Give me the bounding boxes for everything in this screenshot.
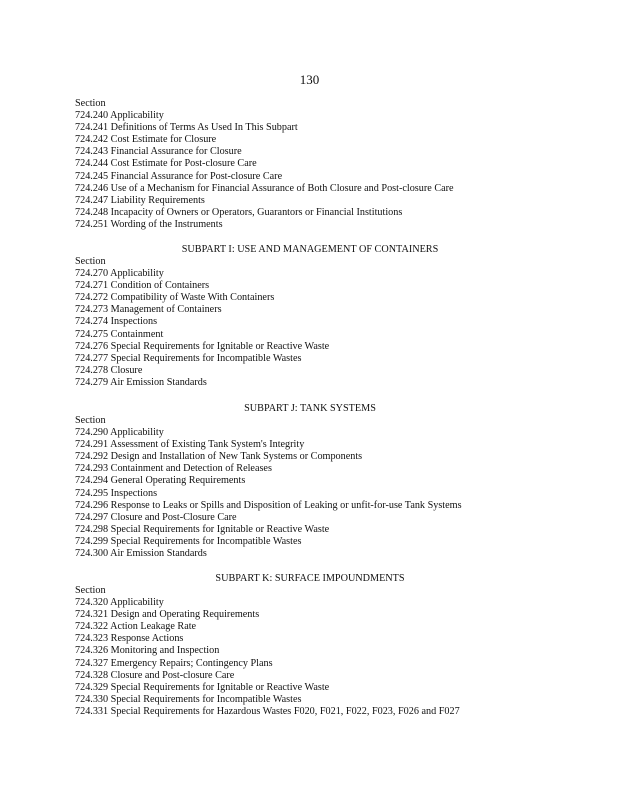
- list-item: 724.331 Special Requirements for Hazardous Wastes F020, F021, F022, F023, F026 and F027: [75, 705, 460, 717]
- list-item: 724.275 Containment: [75, 328, 164, 340]
- list-item: 724.326 Monitoring and Inspection: [75, 645, 220, 657]
- list-item: 724.297 Closure and Post-Closure Care: [75, 511, 237, 523]
- section-label: Section: [75, 585, 106, 596]
- subpart-i-heading: SUBPART I: USE AND MANAGEMENT OF CONTAINERS: [181, 244, 439, 255]
- list-item: 724.294 General Operating Requirements: [75, 475, 246, 487]
- list-item: 724.300 Air Emission Standards: [75, 548, 207, 560]
- list-item: 724.329 Special Requirements for Ignitable or Reactive Waste: [75, 681, 330, 693]
- section-label: Section: [75, 415, 106, 426]
- list-item: 724.243 Financial Assurance for Closure: [75, 146, 242, 158]
- list-item: 724.278 Closure: [75, 364, 143, 376]
- list-item: 724.291 Assessment of Existing Tank System's Integrity: [75, 439, 305, 451]
- list-item: 724.293 Containment and Detection of Releases: [75, 463, 272, 475]
- subpart-k-heading: SUBPART K: SURFACE IMPOUNDMENTS: [215, 573, 405, 584]
- top-section-list: [75, 98, 575, 231]
- subpart-j-heading: SUBPART J: TANK SYSTEMS: [244, 403, 376, 414]
- list-item: 724.277 Special Requirements for Incompatible Wastes: [75, 352, 302, 364]
- list-item: 724.242 Cost Estimate for Closure: [75, 134, 217, 146]
- list-item: 724.271 Condition of Containers: [75, 280, 210, 292]
- subpart-k-section-list: [75, 585, 575, 718]
- list-item: 724.295 Inspections: [75, 487, 158, 499]
- list-item: 724.251 Wording of the Instruments: [75, 218, 223, 230]
- list-item: 724.240 Applicability: [75, 110, 164, 122]
- subpart-i-section-list: [75, 256, 575, 389]
- list-item: 724.274 Inspections: [75, 316, 158, 328]
- section-label: Section: [75, 98, 106, 109]
- section-label: Section: [75, 256, 106, 267]
- list-item: 724.273 Management of Containers: [75, 304, 222, 316]
- list-item: 724.276 Special Requirements for Ignitable or Reactive Waste: [75, 340, 330, 352]
- list-item: 724.245 Financial Assurance for Post-closure Care: [75, 170, 283, 182]
- list-item: 724.327 Emergency Repairs; Contingency Plans: [75, 657, 273, 669]
- page-number: 130: [299, 72, 320, 87]
- list-item: 724.328 Closure and Post-closure Care: [75, 669, 235, 681]
- list-item: 724.290 Applicability: [75, 427, 164, 439]
- list-item: 724.248 Incapacity of Owners or Operators, Guarantors or Financial Institutions: [75, 206, 403, 218]
- list-item: 724.298 Special Requirements for Ignitable or Reactive Waste: [75, 523, 330, 535]
- list-item: 724.320 Applicability: [75, 597, 164, 609]
- list-item: 724.279 Air Emission Standards: [75, 376, 207, 388]
- list-item: 724.330 Special Requirements for Incompatible Wastes: [75, 693, 302, 705]
- list-item: 724.246 Use of a Mechanism for Financial Assurance of Both Closure and Post-closure Care: [75, 182, 454, 194]
- list-item: 724.322 Action Leakage Rate: [75, 621, 197, 633]
- list-item: 724.321 Design and Operating Requirements: [75, 609, 260, 621]
- list-item: 724.247 Liability Requirements: [75, 194, 205, 206]
- list-item: 724.299 Special Requirements for Incompatible Wastes: [75, 535, 302, 547]
- list-item: 724.244 Cost Estimate for Post-closure Care: [75, 158, 257, 170]
- list-item: 724.296 Response to Leaks or Spills and Disposition of Leaking or unfit-for-use Tank Systems: [75, 499, 462, 511]
- list-item: 724.241 Definitions of Terms As Used In This Subpart: [75, 122, 298, 134]
- list-item: 724.272 Compatibility of Waste With Containers: [75, 292, 275, 304]
- list-item: 724.270 Applicability: [75, 268, 164, 280]
- subpart-j-section-list: [75, 415, 575, 560]
- list-item: 724.323 Response Actions: [75, 633, 184, 645]
- list-item: 724.292 Design and Installation of New Tank Systems or Components: [75, 451, 363, 463]
